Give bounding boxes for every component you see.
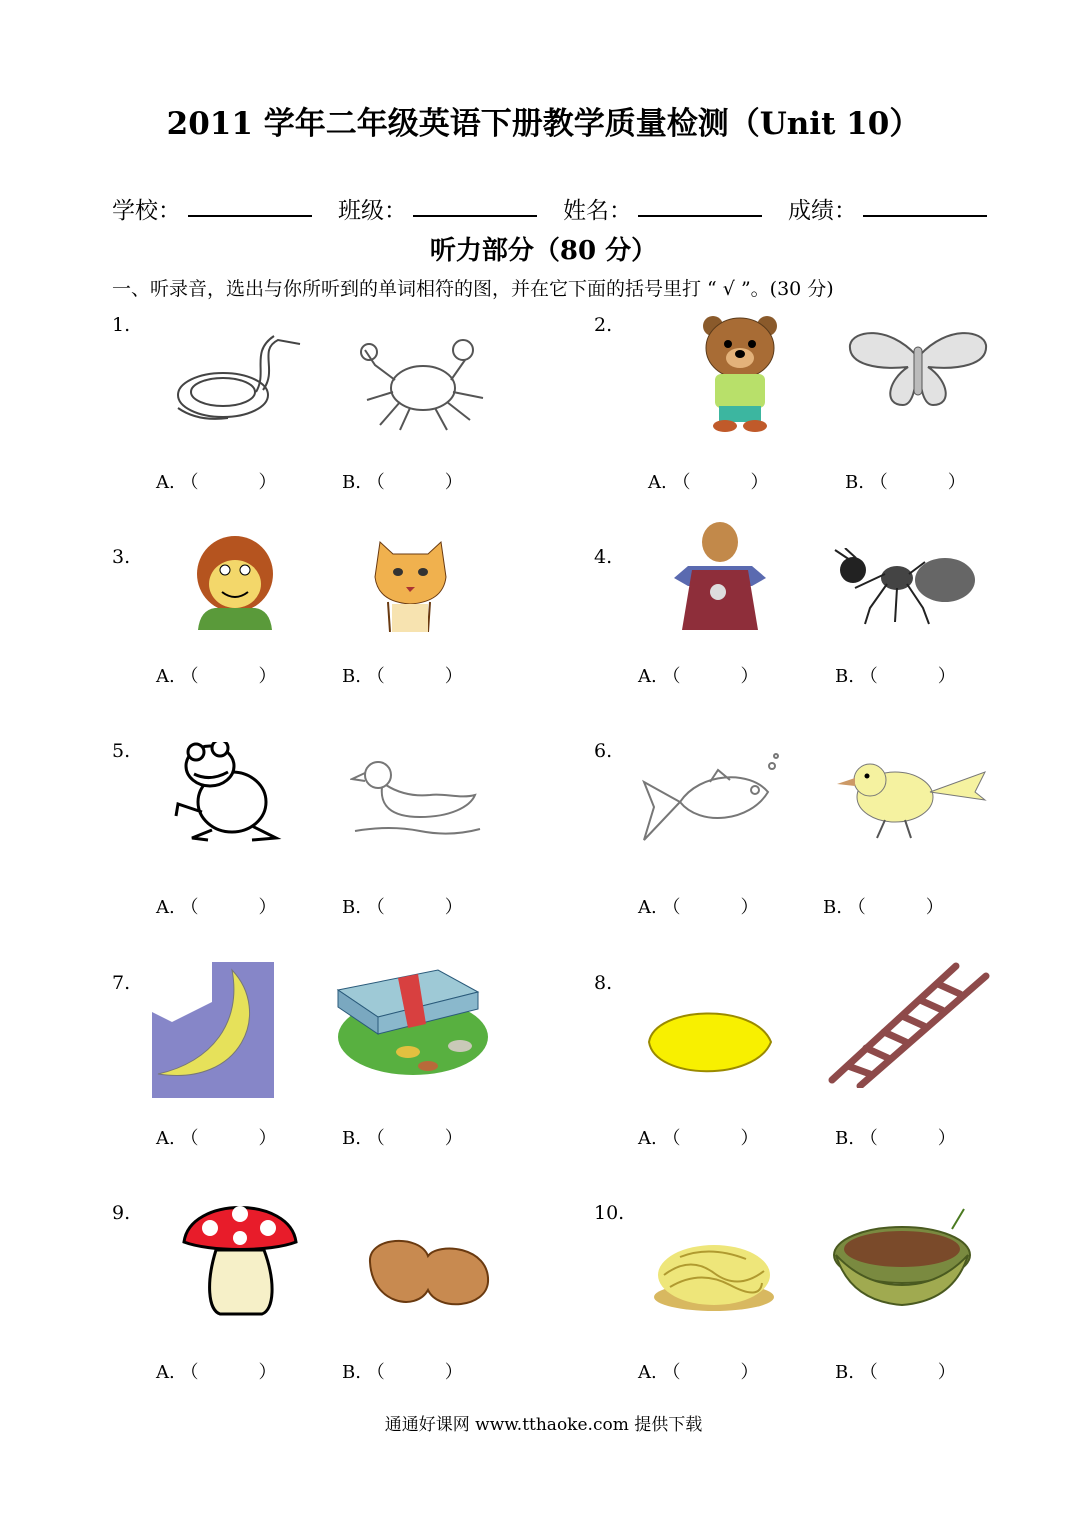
answer-paren-a[interactable]: （ ） xyxy=(180,897,277,918)
lemon-icon xyxy=(645,1000,775,1085)
option-b-label: B. xyxy=(845,472,864,493)
option-b-label: B. xyxy=(835,1128,854,1149)
monkey-icon xyxy=(190,532,280,632)
fish-icon xyxy=(640,752,780,847)
option-b-label: B. xyxy=(342,1362,361,1383)
question-number: 9. xyxy=(112,1202,131,1224)
question-number: 3. xyxy=(112,546,131,568)
duck-icon xyxy=(350,755,485,840)
option-a-label: A. xyxy=(638,1128,657,1149)
answer-paren-a[interactable]: （ ） xyxy=(180,1362,277,1383)
answer-paren-b[interactable]: （ ） xyxy=(366,897,463,918)
frog-icon xyxy=(172,742,284,842)
question-number: 7. xyxy=(112,972,131,994)
question-number: 8. xyxy=(594,972,613,994)
option-a-label: A. xyxy=(156,1362,175,1383)
option-b-label: B. xyxy=(823,897,842,918)
option-a-label: A. xyxy=(648,472,667,493)
answer-paren-a[interactable]: （ ） xyxy=(180,1128,277,1149)
noodles-icon xyxy=(650,1225,778,1315)
answer-paren-a[interactable]: （ ） xyxy=(662,666,759,687)
puppet-icon xyxy=(668,520,772,632)
option-b-label: B. xyxy=(835,1362,854,1383)
crab-icon xyxy=(355,330,490,435)
option-b-label: B. xyxy=(342,897,361,918)
instruction-text: 一、听录音，选出与你所听到的单词相符的图，并在它下面的括号里打 “ √ ”。(30 分) xyxy=(112,278,834,300)
tiger-icon xyxy=(368,532,453,632)
option-b-label: B. xyxy=(342,666,361,687)
answer-paren-b[interactable]: （ ） xyxy=(859,1362,956,1383)
answer-paren-a[interactable]: （ ） xyxy=(180,666,277,687)
snake-icon xyxy=(168,330,308,425)
option-b-label: B. xyxy=(342,1128,361,1149)
moon-icon xyxy=(152,962,274,1098)
option-a-label: A. xyxy=(638,666,657,687)
class-blank[interactable] xyxy=(413,215,537,217)
school-label: 学校： xyxy=(112,198,181,224)
question-number: 4. xyxy=(594,546,613,568)
answer-paren-b[interactable]: （ ） xyxy=(859,1128,956,1149)
score-blank[interactable] xyxy=(863,215,987,217)
answer-paren-b[interactable]: （ ） xyxy=(869,472,966,493)
question-number: 2. xyxy=(594,314,613,336)
class-label: 班级： xyxy=(338,198,407,224)
option-a-label: A. xyxy=(156,897,175,918)
question-number: 1. xyxy=(112,314,131,336)
mushroom-icon xyxy=(180,1192,300,1318)
option-a-label: A. xyxy=(638,1362,657,1383)
answer-paren-a[interactable]: （ ） xyxy=(662,1128,759,1149)
answer-paren-a[interactable]: （ ） xyxy=(662,897,759,918)
page-title: 2011 学年二年级英语下册教学质量检测（Unit 10） xyxy=(166,106,921,142)
answer-paren-a[interactable]: （ ） xyxy=(662,1362,759,1383)
nest-icon xyxy=(830,1205,975,1310)
section-heading: 听力部分（80 分） xyxy=(429,236,658,266)
footer-text: 通通好课网 www.tthaoke.com 提供下载 xyxy=(384,1415,703,1435)
answer-paren-b[interactable]: （ ） xyxy=(859,666,956,687)
answer-paren-a[interactable]: （ ） xyxy=(180,472,277,493)
score-label: 成绩： xyxy=(788,198,857,224)
option-b-label: B. xyxy=(835,666,854,687)
ant-icon xyxy=(825,548,975,626)
answer-paren-b[interactable]: （ ） xyxy=(366,1362,463,1383)
money-icon xyxy=(328,962,488,1077)
school-blank[interactable] xyxy=(188,215,312,217)
option-a-label: A. xyxy=(638,897,657,918)
answer-paren-b[interactable]: （ ） xyxy=(366,472,463,493)
question-number: 10. xyxy=(594,1202,625,1224)
option-a-label: A. xyxy=(156,472,175,493)
peanut-icon xyxy=(360,1232,498,1314)
option-b-label: B. xyxy=(342,472,361,493)
butterfly-icon xyxy=(848,325,988,410)
name-blank[interactable] xyxy=(638,215,762,217)
answer-paren-b[interactable]: （ ） xyxy=(366,666,463,687)
question-number: 5. xyxy=(112,740,131,762)
option-a-label: A. xyxy=(156,666,175,687)
answer-paren-a[interactable]: （ ） xyxy=(672,472,769,493)
option-a-label: A. xyxy=(156,1128,175,1149)
bird-icon xyxy=(835,752,990,840)
name-label: 姓名： xyxy=(563,198,632,224)
answer-paren-b[interactable]: （ ） xyxy=(847,897,944,918)
ladder-icon xyxy=(828,962,990,1088)
question-number: 6. xyxy=(594,740,613,762)
answer-paren-b[interactable]: （ ） xyxy=(366,1128,463,1149)
bear-icon xyxy=(695,312,785,434)
